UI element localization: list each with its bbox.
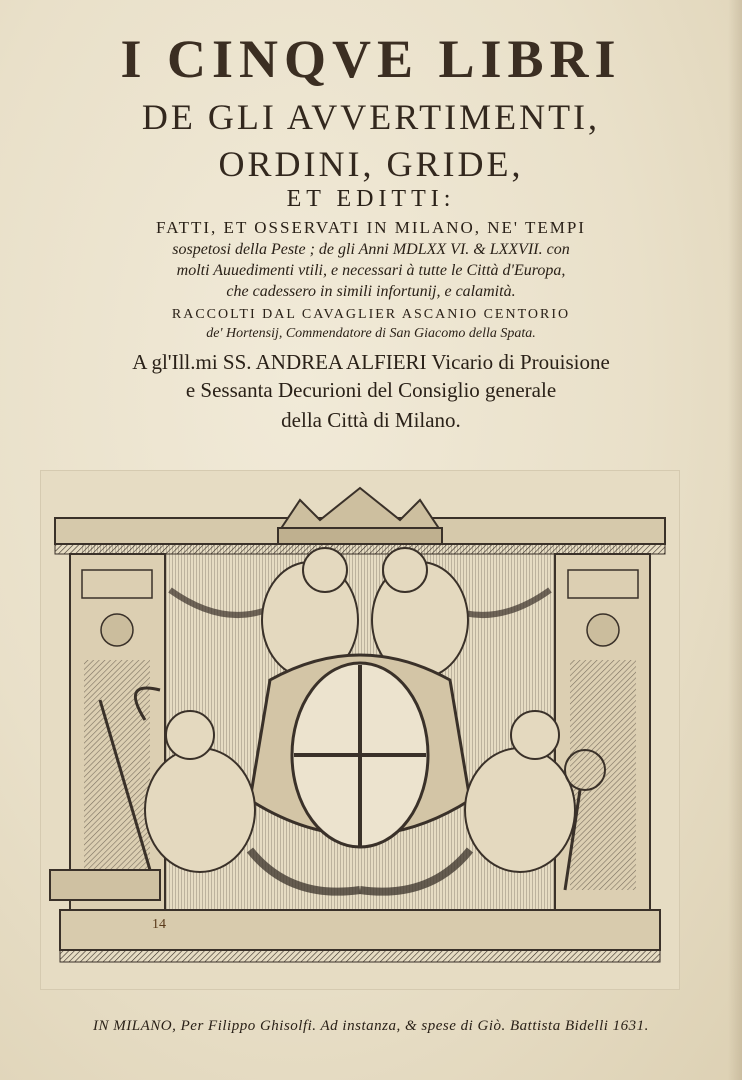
title-line-2: DE GLI AVVERTIMENTI, (141, 97, 601, 137)
dedication-line-1: A gl'Ill.mi SS. ANDREA ALFIERI Vicario di Prouisione (132, 350, 610, 374)
subtitle-line-3: molti Auuedimenti vtili, e necessari à tutte le Città d'Europa, (176, 262, 566, 279)
dedication-line-2: e Sessanta Decurioni del Consiglio generale (185, 378, 557, 402)
engraved-coat-of-arms-plate (40, 470, 680, 990)
title-line-4: ET EDITTI: (286, 186, 456, 212)
handwritten-annotation: 14 (152, 917, 166, 932)
subtitle-line-2: sospetosi della Peste ; de gli Anni MDLXX VI. & LXXVII. con (172, 241, 570, 258)
subtitle-line-4: che cadessero in simili infortunij, e calamità. (226, 283, 516, 300)
engraving-illustration (40, 470, 680, 990)
title-line-1: I CINQVE LIBRI (120, 29, 622, 89)
imprint-line: IN MILANO, Per Filippo Ghisolfi. Ad instanza, & spese di Giò. Battista Bidelli 1631. (93, 1018, 649, 1034)
title-line-3: ORDINI, GRIDE, (218, 144, 524, 184)
author-line-1: RACCOLTI DAL CAVAGLIER ASCANIO CENTORIO (171, 307, 571, 322)
subtitle-line-1: FATTI, ET OSSERVATI IN MILANO, NE' TEMPI (156, 218, 586, 237)
author-line-2: de' Hortensij, Commendatore di San Giacomo della Spata. (206, 326, 536, 341)
dedication-line-3: della Città di Milano. (281, 408, 461, 432)
